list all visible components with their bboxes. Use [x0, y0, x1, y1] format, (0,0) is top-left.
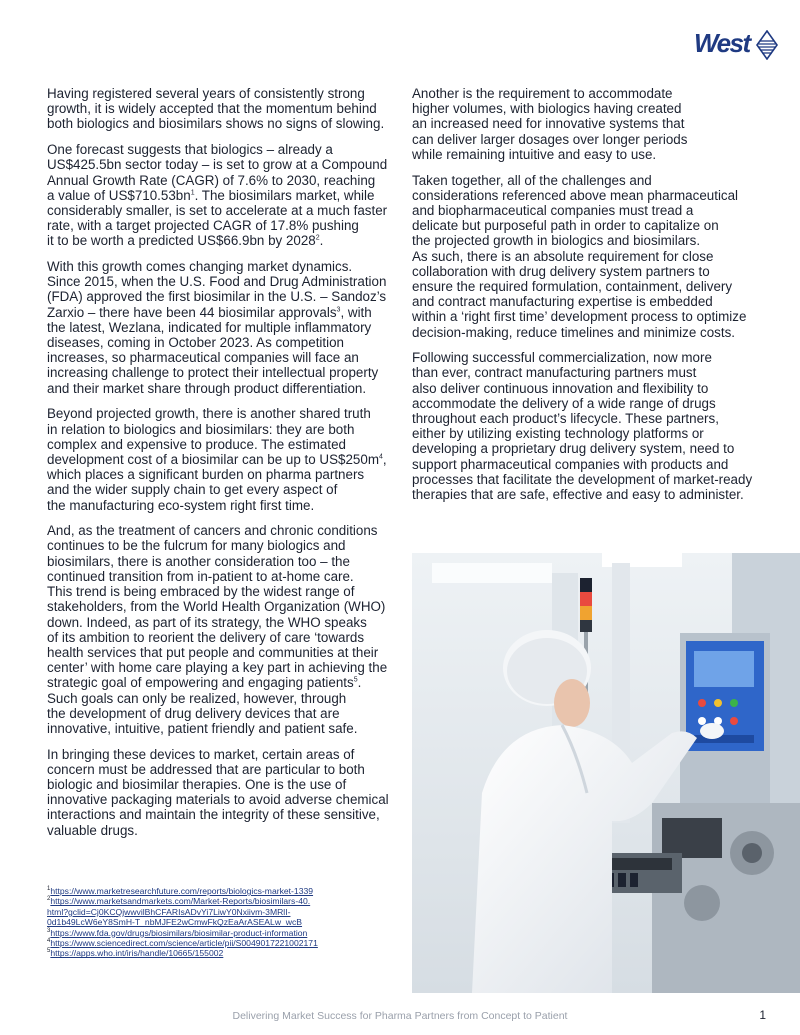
- page-number: 1: [759, 1008, 766, 1022]
- footnote-ref: 3: [336, 306, 341, 314]
- footnote-link[interactable]: https://www.marketresearchfuture.com/reports/biologics-market-1339: [50, 886, 314, 896]
- paragraph: In bringing these devices to market, certain areas of concern must be addressed that are particular to both biologic and biosimilar therapies. One is the use of innovative packaging materials to avoid adverse chemical interactions and maintain the integrity of these sensitive, valuable drugs.: [47, 746, 389, 838]
- footnote-ref: 1: [190, 189, 195, 197]
- west-logo: [694, 28, 778, 60]
- footnote-link[interactable]: https://apps.who.int/iris/handle/10665/155002: [50, 948, 224, 959]
- footnote: $^5$https://apps.who.int/iris/handle/10665/155002: [47, 948, 224, 959]
- footnote-ref: 2: [315, 234, 320, 242]
- footnote: $^4$https://www.sciencedirect.com/science/article/pii/S0049017221002171: [47, 938, 318, 949]
- paragraph: One forecast suggests that biologics – already a US$425.5bn sector today – is set to grow at a Compound Annual Growth Rate (CAGR) of 7.6% to 2030, reaching a value of $US\$710.53bn^1$. The biosimilars market, while considerably smaller, is set to accelerate at a much faster rate, with a target projected CAGR of 17.8% pushing it to be worth a predicted US$66.9bn by 2028$^2$.: [47, 142, 388, 249]
- paragraph: Having registered several years of consistently strong growth, it is widely accepted that the momentum behind both biologics and biosimilars shows no signs of slowing.: [47, 86, 385, 132]
- footnote-link[interactable]: https://www.marketsandmarkets.com/Market-Reports/biosimilars-40. html?gclid=Cj0KCQjwwvilBhCFARIsADvYi7LiwY0Nxiivm-3MRlI- 0d1b49LcW6eY8SmH-T_nbMJFE2wCmwFkQzEaArASEALw_wcB: [47, 896, 311, 928]
- paragraph: Taken together, all of the challenges and considerations referenced above mean pharmaceutical and biopharmaceutical companies must tread a delicate but purposeful path in order to capitalize on the projected growth in biologics and biosimilars. As such, there is an absolute requirement for close collaboration with drug delivery system partners to ensure the required formulation, containment, delivery and contract manufacturing expertise is embedded within a ‘right first time’ development process to optimize decision-making, reduce timelines and minimize costs.: [412, 172, 747, 340]
- logo-wordmark: West: [694, 28, 750, 58]
- left-column: [47, 86, 397, 848]
- right-column: [412, 86, 764, 513]
- paragraph: With this growth comes changing market dynamics. Since 2015, when the U.S. Food and Drug Administration (FDA) approved the first biosimilar in the U.S. – Sandoz’s Zarxio – there have been 44 biosimilar approvals$^3$, with the latest, Wezlana, indicated for multiple inflammatory diseases, coming in October 2023. As competition increases, so pharmaceutical companies will face an increasing challenge to protect their intellectual property and their market share through product differentiation.: [47, 259, 387, 396]
- logo-diamond-icon: [756, 30, 778, 60]
- footnotes: [47, 886, 397, 959]
- footnote-link[interactable]: https://www.sciencedirect.com/science/article/pii/S0049017221002171: [50, 938, 318, 949]
- paragraph: Following successful commercialization, now more than ever, contract manufacturing partners must also deliver continuous innovation and flexibility to accommodate the delivery of a wide range of drugs throughout each product’s lifecycle. These partners, either by utilizing existing technology platforms or developing a proprietary drug delivery system, need to support pharmaceutical companies with products and processes that facilitate the development of market-ready therapies that are safe, effective and easy to administer.: [412, 350, 753, 503]
- footnote: $^2$https://www.marketsandmarkets.com/Market-Reports/biosimilars-40. html?gclid=Cj0KCQjwwvilBhCFARIsADvYi7LiwY0Nxiivm-3MRlI- 0d1b49LcW6eY8SmH-T_nbMJFE2wCmwFkQzEaArASEALw_wcB: [47, 896, 311, 928]
- footnote: $^3$https://www.fda.gov/drugs/biosimilars/biosimilar-product-information: [47, 927, 308, 938]
- paragraph: Beyond projected growth, there is another shared truth in relation to biologics and biosimilars: they are both complex and expensive to produce. The estimated development cost of a biosimilar can be up to $US\$250m^4$, which places a significant burden on pharma partners and the wider supply chain to get every aspect of the manufacturing eco-system right first time.: [47, 406, 387, 513]
- cleanroom-photo: [412, 553, 800, 993]
- paragraph: And, as the treatment of cancers and chronic conditions continues to be the fulcrum for many biologics and biosimilars, there is another consideration too – the continued transition from in-patient to at-home care. This trend is being embraced by the widest range of stakeholders, from the World Health Organization (WHO) down. Indeed, as part of its strategy, the WHO speaks of its ambition to reorient the delivery of care ‘towards health services that put people and communities at their center’ with home care playing a key part in achieving the strategic goal of empowering and engaging patients$^5$. Such goals can only be realized, however, through the development of drug delivery devices that are innovative, intuitive, patient friendly and patient safe.: [47, 523, 388, 736]
- footer-tagline: Delivering Market Success for Pharma Partners from Concept to Patient: [232, 1010, 568, 1022]
- footnote-link[interactable]: https://www.fda.gov/drugs/biosimilars/biosimilar-product-information: [50, 927, 308, 938]
- footnote-ref: 5: [353, 676, 358, 684]
- footnote: $^1$https://www.marketresearchfuture.com/reports/biologics-market-1339: [47, 886, 314, 896]
- paragraph: Another is the requirement to accommodate higher volumes, with biologics having created an increased need for innovative systems that can deliver larger dosages over longer periods while remaining intuitive and easy to use.: [412, 86, 688, 162]
- footnote-ref: 4: [378, 453, 383, 461]
